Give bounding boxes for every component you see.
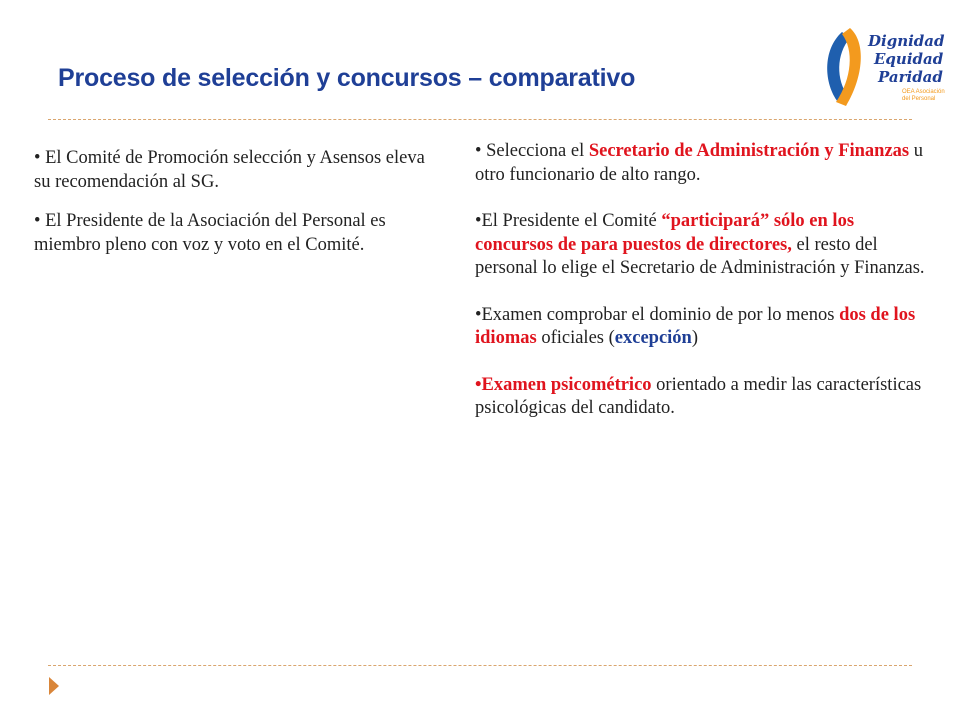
logo-word-equidad: Equidad <box>874 50 944 68</box>
highlight-excepcion: excepción <box>614 328 692 348</box>
logo-word-paridad: Paridad <box>878 68 943 86</box>
highlight-secretario: Secretario de Administración y Finanzas <box>588 141 910 161</box>
title-divider <box>48 119 912 120</box>
right-bullet-2: •El Presidente el Comité “participará” sólo en los concursos de para puestos de directores, el resto del personal lo elige el Secretario de Administración y Finanzas. <box>475 211 925 278</box>
highlight-idiomas: dos de los idiomas <box>475 304 916 348</box>
dignidad-equidad-paridad-logo <box>820 22 945 110</box>
logo-org-line2: del Personal <box>902 96 936 102</box>
left-bullet-1: • El Comité de Promoción selección y Asensos eleva su recomendación al SG. <box>34 148 425 192</box>
triangle-arrow-icon <box>47 675 61 697</box>
left-bullet-2: • El Presidente de la Asociación del Personal es miembro pleno con voz y voto en el Comité. <box>34 211 386 255</box>
footer-divider <box>48 665 912 666</box>
right-bullet-3: •Examen comprobar el dominio de por lo menos dos de los idiomas oficiales (excepción) <box>475 304 916 348</box>
right-column <box>475 140 935 421</box>
highlight-participara: “participará” sólo en los concursos de para puestos de directores, <box>475 211 855 255</box>
page-title: Proceso de selección y concursos – comparativo <box>58 64 636 92</box>
left-column <box>34 147 444 257</box>
logo-word-dignidad: Dignidad <box>868 32 945 50</box>
logo-org-line1: OEA Asociación <box>902 89 945 95</box>
highlight-psicometrico: •Examen psicométrico <box>475 374 652 395</box>
right-bullet-4: •Examen psicométrico orientado a medir las características psicológicas del candidato. <box>475 374 922 418</box>
right-bullet-1: • Selecciona el Secretario de Administración y Finanzas u otro funcionario de alto rango. <box>475 141 924 185</box>
